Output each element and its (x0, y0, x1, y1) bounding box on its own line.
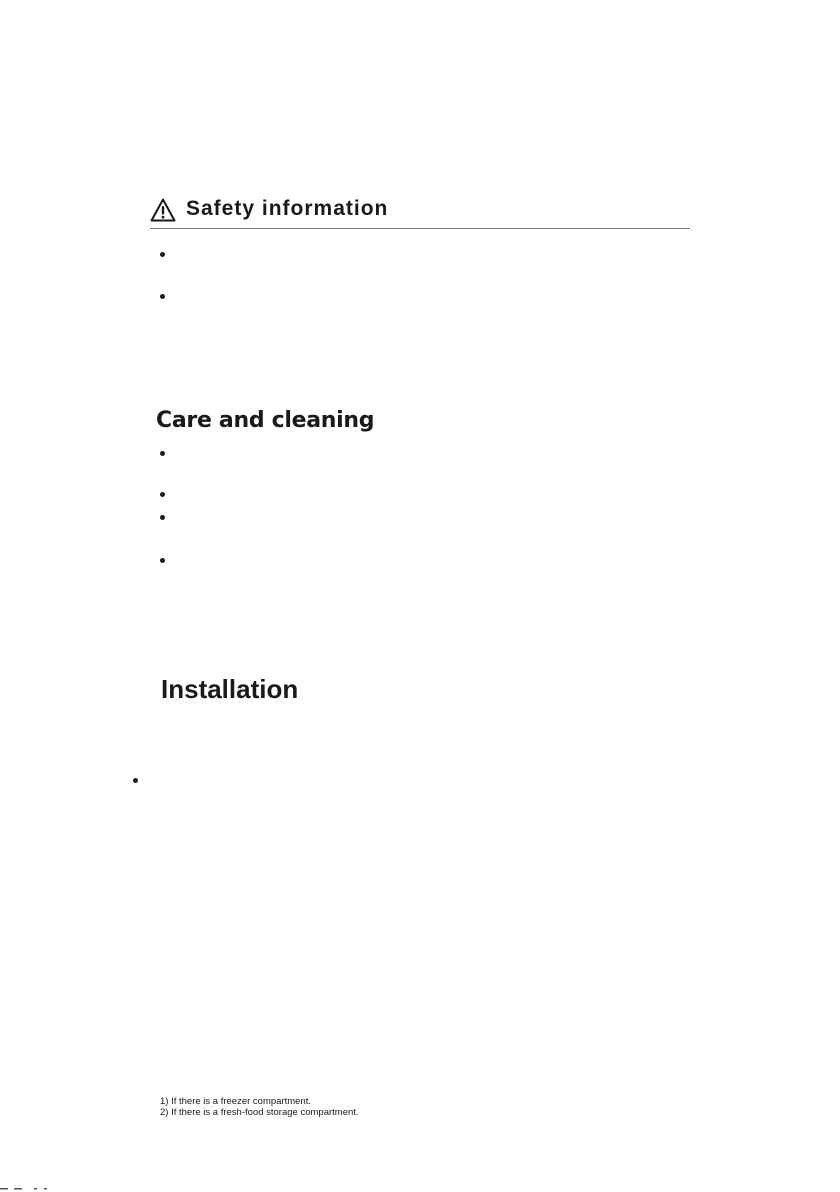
care-bullet-2 (160, 492, 165, 497)
care-bullet-3 (160, 515, 165, 520)
care-and-cleaning-title: Care and cleaning (156, 408, 375, 433)
care-bullet-4 (160, 558, 165, 563)
installation-title: Installation (161, 674, 299, 704)
warning-icon (150, 198, 176, 222)
safety-information-header (150, 196, 690, 229)
footnote-2: 2) If there is a fresh-food storage compartment. (160, 1107, 359, 1118)
footnote-1: 1) If there is a freezer compartment. (160, 1096, 312, 1107)
footnotes (160, 1096, 359, 1118)
safety-bullet-2 (160, 294, 165, 299)
safety-information-title: Safety information (186, 197, 389, 220)
safety-bullet-1 (160, 252, 165, 257)
care-bullet-1 (160, 451, 165, 456)
installation-bullet-1 (133, 778, 138, 783)
edge-mark (0, 1186, 50, 1192)
